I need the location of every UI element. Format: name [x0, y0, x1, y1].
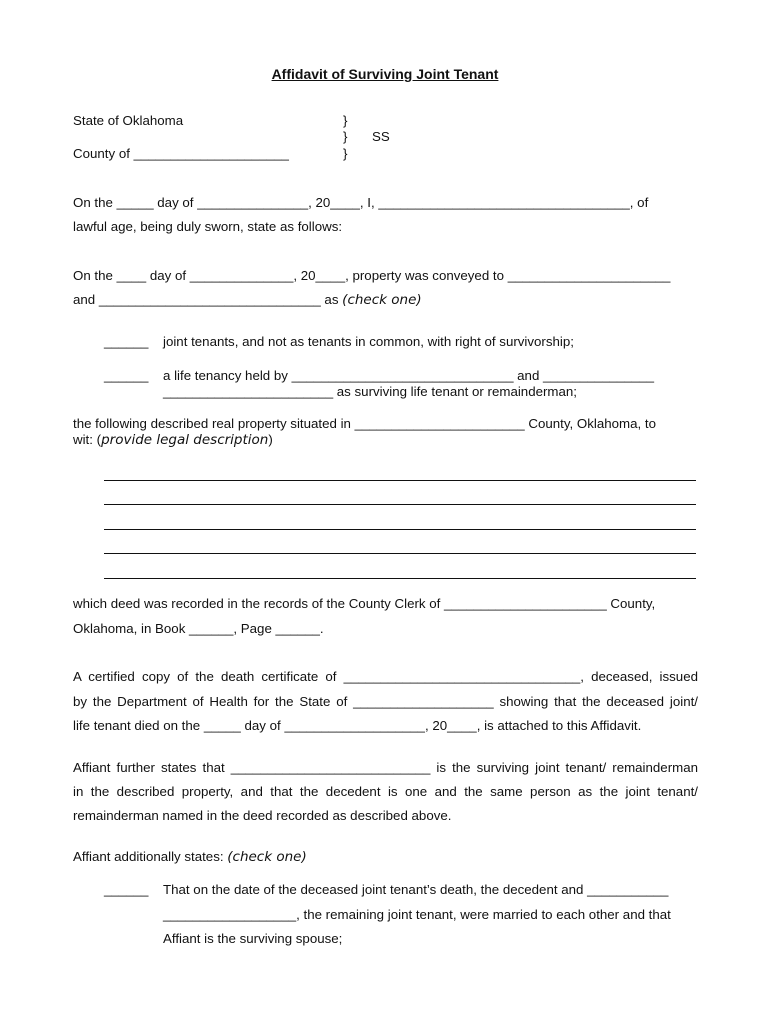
para2-line2-text: and ______________________________ as: [73, 292, 343, 307]
legal-description-line-5[interactable]: [104, 578, 696, 579]
option1-text: joint tenants, and not as tenants in common, with right of survivorship;: [163, 334, 574, 349]
venue-ss: SS: [372, 129, 390, 144]
para7: [73, 849, 307, 865]
venue-brace-2: }: [343, 129, 348, 144]
para2-line1: On the ____ day of ______________, 20____, property was conveyed to ______________________: [73, 268, 671, 283]
check-one-note-2: (check one): [227, 849, 307, 865]
legal-description-line-2[interactable]: [104, 504, 696, 505]
para5-line1: A certified copy of the death certificate of ________________________________, deceased, issued: [73, 669, 698, 684]
para1-line1: On the _____ day of _______________, 20____, I, __________________________________, of: [73, 195, 649, 210]
option1-blank[interactable]: ______: [104, 334, 149, 349]
para7-text: Affiant additionally states:: [73, 849, 228, 864]
option3-blank[interactable]: ______: [104, 882, 149, 897]
option3-line3: Affiant is the surviving spouse;: [163, 931, 343, 946]
venue-brace-3: }: [343, 146, 348, 161]
option3-line1: That on the date of the deceased joint tenant’s death, the decedent and ___________: [163, 882, 669, 897]
para3-line2: [73, 432, 273, 448]
legal-description-line-1[interactable]: [104, 480, 696, 481]
para6-line1: Affiant further states that ___________________________ is the surviving joint tenant/ remainderman: [73, 760, 698, 775]
para1-line2: lawful age, being duly sworn, state as follows:: [73, 219, 343, 234]
para4-line1: which deed was recorded in the records of the County Clerk of ______________________ County,: [73, 596, 656, 611]
para3-close-paren: ): [268, 432, 273, 447]
para6-line3: remainderman named in the deed recorded as described above.: [73, 808, 452, 823]
para3-line1: the following described real property situated in _______________________ County, Oklahoma, to: [73, 416, 657, 431]
para4-line2: Oklahoma, in Book ______, Page ______.: [73, 621, 324, 636]
para5-line3: life tenant died on the _____ day of ___________________, 20____, is attached to this Affidavit.: [73, 718, 642, 733]
legal-description-line-3[interactable]: [104, 529, 696, 530]
option2-line1: a life tenancy held by ______________________________ and _______________: [163, 368, 654, 383]
option3-line2: __________________, the remaining joint tenant, were married to each other and that: [163, 907, 671, 922]
check-one-note: (check one): [342, 292, 422, 308]
document-title: Affidavit of Surviving Joint Tenant: [271, 66, 499, 82]
legal-description-note: provide legal description: [101, 432, 269, 448]
option2-blank[interactable]: ______: [104, 368, 149, 383]
option2-line2: _______________________ as surviving life tenant or remainderman;: [163, 384, 577, 399]
para6-line2: in the described property, and that the decedent is one and the same person as the joint tenant/: [73, 784, 698, 799]
venue-brace-1: }: [343, 113, 348, 128]
para3-wit: wit: (: [73, 432, 102, 447]
legal-description-line-4[interactable]: [104, 553, 696, 554]
para5-line2: by the Department of Health for the State of ___________________ showing that the deceased joint/: [73, 694, 698, 709]
venue-state: State of Oklahoma: [73, 113, 184, 128]
para2-line2: [73, 292, 422, 308]
venue-county: County of _____________________: [73, 146, 289, 161]
